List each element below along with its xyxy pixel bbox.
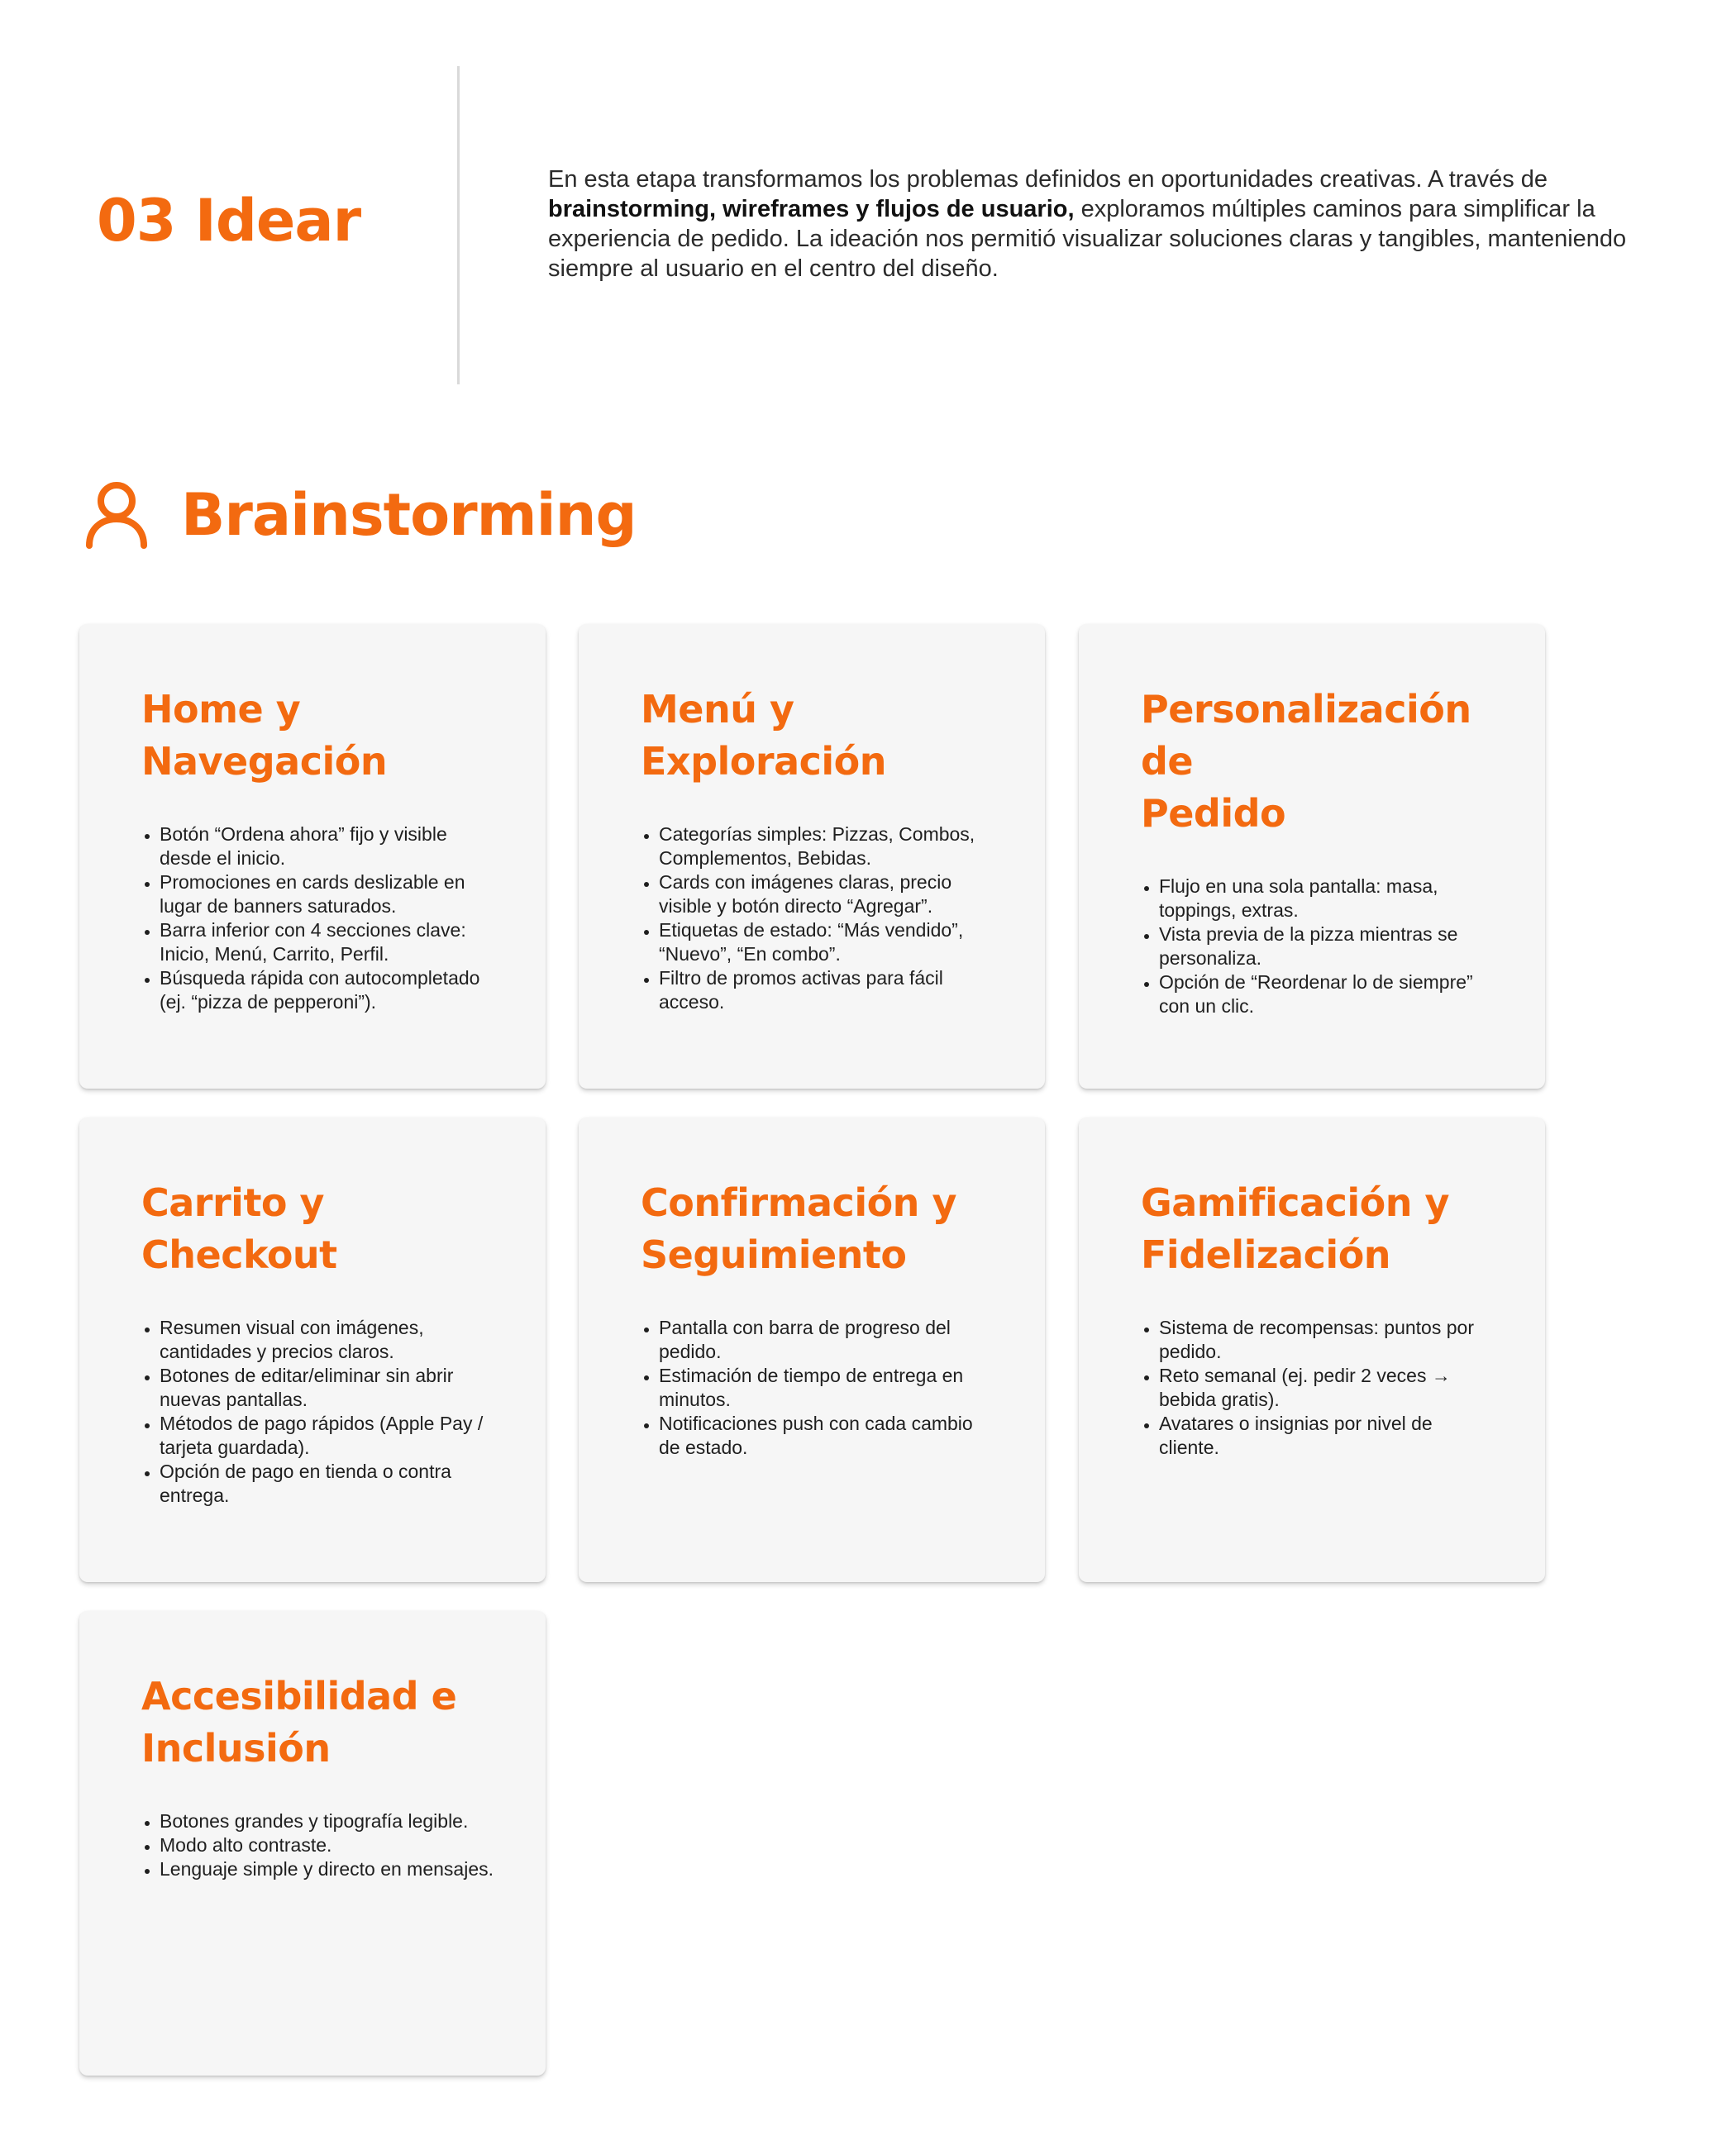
card-home-navegacion — [79, 624, 546, 1089]
card-list — [641, 1316, 995, 1460]
card-list — [141, 822, 496, 1014]
list-item: • Notificaciones push con cada cambio de estado. — [659, 1412, 995, 1460]
card-confirmacion-seguimiento — [579, 1118, 1045, 1582]
card-list — [1141, 875, 1495, 1018]
card-title: Carrito y Checkout — [141, 1180, 337, 1277]
card-list — [141, 1316, 496, 1508]
card-accesibilidad-inclusion — [79, 1611, 546, 2076]
list-item: • Reto semanal (ej. pedir 2 veces → bebida gratis). — [1159, 1364, 1495, 1412]
card-carrito-checkout — [79, 1118, 546, 1582]
intro-bold-text: brainstorming, wireframes y flujos de usuario, — [548, 196, 1075, 222]
list-item: • Opción de pago en tienda o contra entrega. — [160, 1460, 496, 1508]
list-item: • Lenguaje simple y directo en mensajes. — [160, 1857, 496, 1881]
section-title: Brainstorming — [181, 481, 637, 549]
user-icon — [85, 481, 148, 549]
list-item: • Promociones en cards deslizable en lugar de banners saturados. — [160, 870, 496, 918]
card-personalizacion-pedido — [1079, 624, 1545, 1089]
list-item: • Botones grandes y tipografía legible. — [160, 1809, 496, 1833]
card-list — [141, 1809, 496, 1881]
list-item: • Sistema de recompensas: puntos por pedido. — [1159, 1316, 1495, 1364]
card-title: Gamificación y Fidelización — [1141, 1180, 1449, 1277]
list-item: • Resumen visual con imágenes, cantidades y precios claros. — [160, 1316, 496, 1364]
list-item: • Opción de “Reordenar lo de siempre” con un clic. — [1159, 970, 1495, 1018]
list-item: • Modo alto contraste. — [160, 1833, 496, 1857]
list-item: • Botón “Ordena ahora” fijo y visible desde el inicio. — [160, 822, 496, 870]
card-list — [641, 822, 995, 1014]
intro-text-end: exploramos múltiples caminos para simplificar la experiencia de pedido. La ideación nos permitió visualizar soluciones claras y tangibles, manteniendo siempre al usuario en el centro del diseño. — [548, 196, 1627, 282]
stage-intro — [548, 164, 1672, 284]
list-item: • Avatares o insignias por nivel de cliente. — [1159, 1412, 1495, 1460]
card-title: Confirmación y Seguimiento — [641, 1180, 956, 1277]
card-title: Menú y Exploración — [641, 687, 887, 784]
list-item: • Filtro de promos activas para fácil acceso. — [659, 966, 995, 1014]
card-menu-exploracion — [579, 624, 1045, 1089]
list-item: • Cards con imágenes claras, precio visible y botón directo “Agregar”. — [659, 870, 995, 918]
list-item: • Vista previa de la pizza mientras se personaliza. — [1159, 922, 1495, 970]
card-title: Accesibilidad e Inclusión — [141, 1674, 457, 1771]
card-list — [1141, 1316, 1495, 1460]
list-item: • Barra inferior con 4 secciones clave: Inicio, Menú, Carrito, Perfil. — [160, 918, 496, 966]
card-title: Home y Navegación — [141, 687, 388, 784]
card-title: Personalización de Pedido — [1141, 687, 1471, 836]
list-item: • Búsqueda rápida con autocompletado (ej. “pizza de pepperoni”). — [160, 966, 496, 1014]
list-item: • Etiquetas de estado: “Más vendido”, “Nuevo”, “En combo”. — [659, 918, 995, 966]
stage-title: 03 Idear — [97, 187, 361, 255]
list-item: • Categorías simples: Pizzas, Combos, Complementos, Bebidas. — [659, 822, 995, 870]
intro-text: En esta etapa transformamos los problemas definidos en oportunidades creativas. A través de — [548, 166, 1548, 193]
section-heading — [85, 478, 637, 552]
card-gamificacion-fidelizacion — [1079, 1118, 1545, 1582]
vertical-divider — [457, 66, 460, 384]
list-item: • Estimación de tiempo de entrega en minutos. — [659, 1364, 995, 1412]
list-item: • Botones de editar/eliminar sin abrir nuevas pantallas. — [160, 1364, 496, 1412]
list-item: • Métodos de pago rápidos (Apple Pay / tarjeta guardada). — [160, 1412, 496, 1460]
list-item: • Flujo en una sola pantalla: masa, toppings, extras. — [1159, 875, 1495, 922]
list-item: • Pantalla con barra de progreso del pedido. — [659, 1316, 995, 1364]
